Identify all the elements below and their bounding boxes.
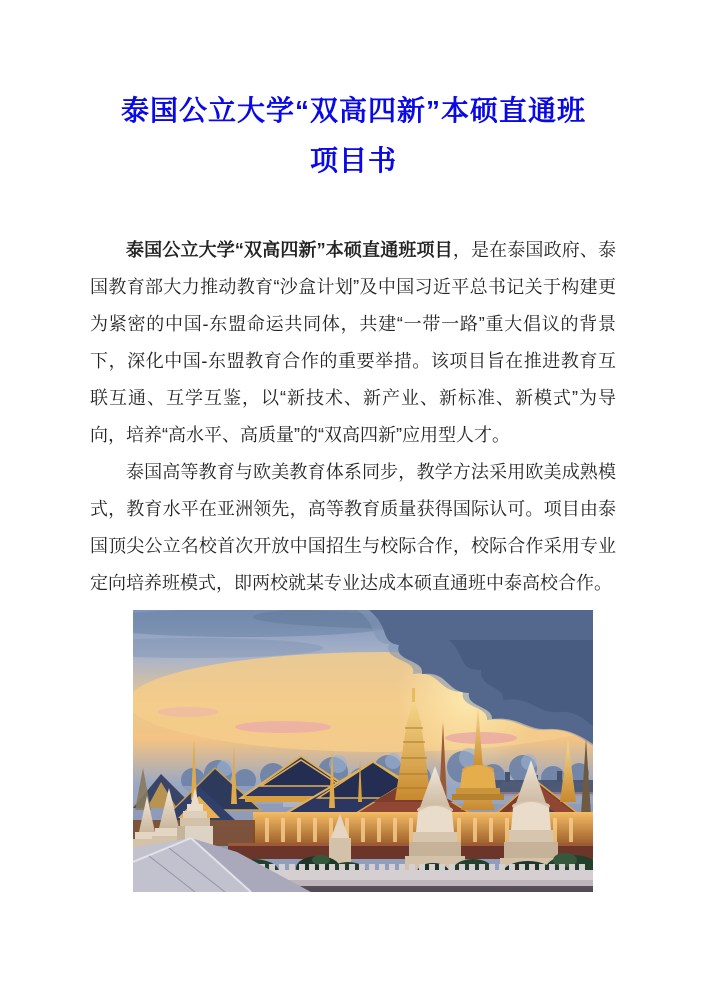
paragraph-2-text: 泰国高等教育与欧美教育体系同步，教学方法采用欧美成熟模式，教育水平在亚洲领先，高等教育质量获得国际认可。项目由泰国顶尖公立名校首次开放中国招生与校际合作，校际合作采用专业定向培养班模式，即两校就某专业达成本硕直通班中泰高校合作。 xyxy=(90,462,616,593)
temple-photo xyxy=(133,610,593,892)
title-line-1: 泰国公立大学“双高四新”本硕直通班 xyxy=(120,95,586,126)
title-line-2: 项目书 xyxy=(309,145,397,176)
paragraph-2 xyxy=(90,454,616,602)
document-title xyxy=(0,86,707,186)
temple-photo-graphic xyxy=(133,610,593,892)
paragraph-1-bold-lead: 泰国公立大学“双高四新”本硕直通班项目 xyxy=(126,240,453,260)
paragraph-1 xyxy=(90,232,616,454)
paragraph-1-text: ，是在泰国政府、泰国教育部大力推动教育“沙盒计划”及中国习近平总书记关于构建更为紧密的中国-东盟命运共同体，共建“一带一路”重大倡议的背景下，深化中国-东盟教育合作的重要举措。该项目旨在推进教育互联互通、互学互鉴，以“新技术、新产业、新标准、新模式”为导向，培养“高水平、高质量”的“双高四新”应用型人才。 xyxy=(90,240,617,445)
document-body xyxy=(90,232,616,602)
